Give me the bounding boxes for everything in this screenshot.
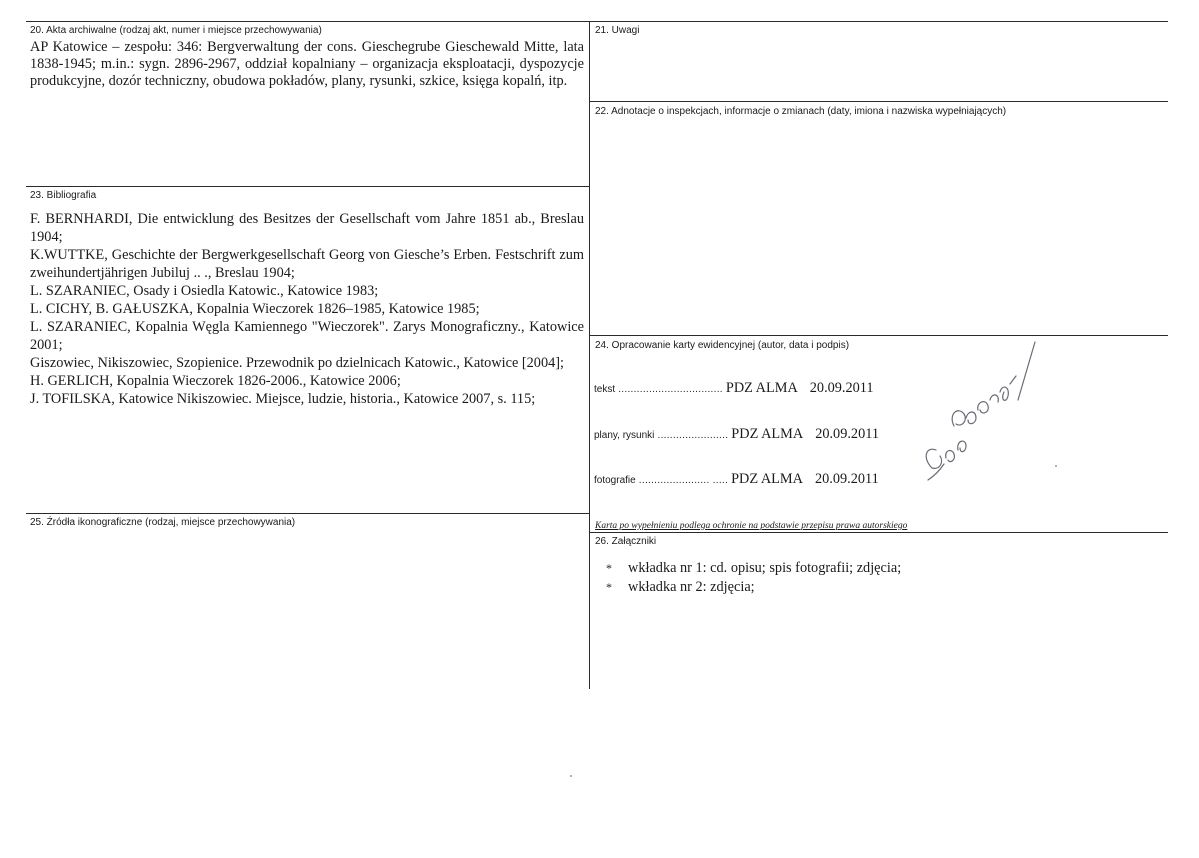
signature-row-label: tekst (594, 384, 616, 395)
signature-row-date: 20.09.2011 (809, 380, 874, 396)
section-26-label: 26. Załączniki (595, 536, 657, 547)
bibliography-item: L. SZARANIEC, Kopalnia Węgla Kamiennego "Wieczorek". Zarys Monograficzny., Katowice 2001; (30, 319, 584, 353)
bibliography-item: K.WUTTKE, Geschichte der Bergwerkgesellschaft Georg von Giesche’s Erben. Festschrift zum zweihundertjährigen Jubiluj .. ., Breslau 1904; (30, 247, 584, 281)
bullet-icon: * (606, 561, 612, 575)
signature-row-label: plany, rysunki (594, 430, 655, 441)
bibliography-list (30, 210, 584, 408)
section-22-label: 22. Adnotacje o inspekcjach, informacje o zmianach (daty, imiona i nazwiska wypełniających) (595, 106, 1007, 117)
signature-row-label: fotografie (594, 475, 636, 486)
left-divider-23-25 (26, 513, 589, 514)
signature-row-tekst (594, 379, 874, 397)
signature-row-plany (594, 425, 879, 443)
right-divider-22-24 (589, 335, 1168, 336)
top-rule (26, 21, 1168, 22)
attachment-item (606, 578, 901, 597)
section-25-label: 25. Źródła ikonograficzne (rodzaj, miejsce przechowywania) (30, 517, 296, 528)
copyright-note: Karta po wypełnieniu podlega ochronie na podstawie przepisu prawa autorskiego (595, 521, 908, 531)
section-24-label: 24. Opracowanie karty ewidencyjnej (autor, data i podpis) (595, 340, 850, 351)
left-divider-20-23 (26, 186, 589, 187)
signature-row-fotografie (594, 470, 879, 488)
signature-row-author: PDZ ALMA (731, 471, 803, 487)
handwritten-signature-icon (910, 340, 1045, 485)
bibliography-item: F. BERNHARDI, Die entwicklung des Besitzes der Gesellschaft vom Jahre 1851 ab., Breslau 1904; (30, 211, 584, 245)
attachment-text: wkładka nr 2: zdjęcia; (628, 579, 755, 595)
right-divider-24-26 (589, 532, 1168, 533)
attachments-list (606, 559, 901, 597)
scan-speck (570, 775, 572, 777)
signature-row-dots: ....................... ..... (635, 475, 729, 486)
attachment-text: wkładka nr 1: cd. opisu; spis fotografii; zdjęcia; (628, 560, 902, 576)
scan-speck (1055, 465, 1057, 467)
signature-row-author: PDZ ALMA (731, 426, 804, 442)
bullet-icon: * (606, 580, 612, 594)
attachment-item (606, 559, 901, 578)
bibliography-item: L. SZARANIEC, Osady i Osiedla Katowic., Katowice 1983; (30, 283, 379, 299)
section-20-text: AP Katowice – zespołu: 346: Bergverwaltung der cons. Gieschegrube Gieschewald Mitte, lata 1838-1945; m.in.: sygn. 2896-2967, oddział kopalniany – organizacja eksploatacji, dyspozycje produkcyjne, dozór techniczny, obudowa pokładów, plany, rysunki, szkice, księga kopalń, itp. (30, 39, 584, 89)
right-divider-21-22 (589, 101, 1168, 102)
bibliography-item: Giszowiec, Nikiszowiec, Szopienice. Przewodnik po dzielnicach Katowic., Katowice [2004]; (30, 355, 564, 371)
signature-row-dots: ....................... (654, 430, 729, 441)
section-21-label: 21. Uwagi (595, 25, 640, 36)
section-23-label: 23. Bibliografia (30, 190, 97, 201)
signature-row-author: PDZ ALMA (725, 380, 798, 396)
section-20-label: 20. Akta archiwalne (rodzaj akt, numer i miejsce przechowywania) (30, 25, 322, 36)
signature-row-dots: .................................. (615, 384, 723, 395)
bibliography-item: H. GERLICH, Kopalnia Wieczorek 1826-2006., Katowice 2006; (30, 373, 401, 389)
center-divider (589, 21, 590, 689)
signature-row-date: 20.09.2011 (814, 471, 879, 487)
bibliography-item: J. TOFILSKA, Katowice Nikiszowiec. Miejsce, ludzie, historia., Katowice 2007, s. 115; (30, 391, 536, 407)
signature-row-date: 20.09.2011 (815, 426, 879, 442)
bibliography-item: L. CICHY, B. GAŁUSZKA, Kopalnia Wieczorek 1826–1985, Katowice 1985; (30, 301, 480, 317)
